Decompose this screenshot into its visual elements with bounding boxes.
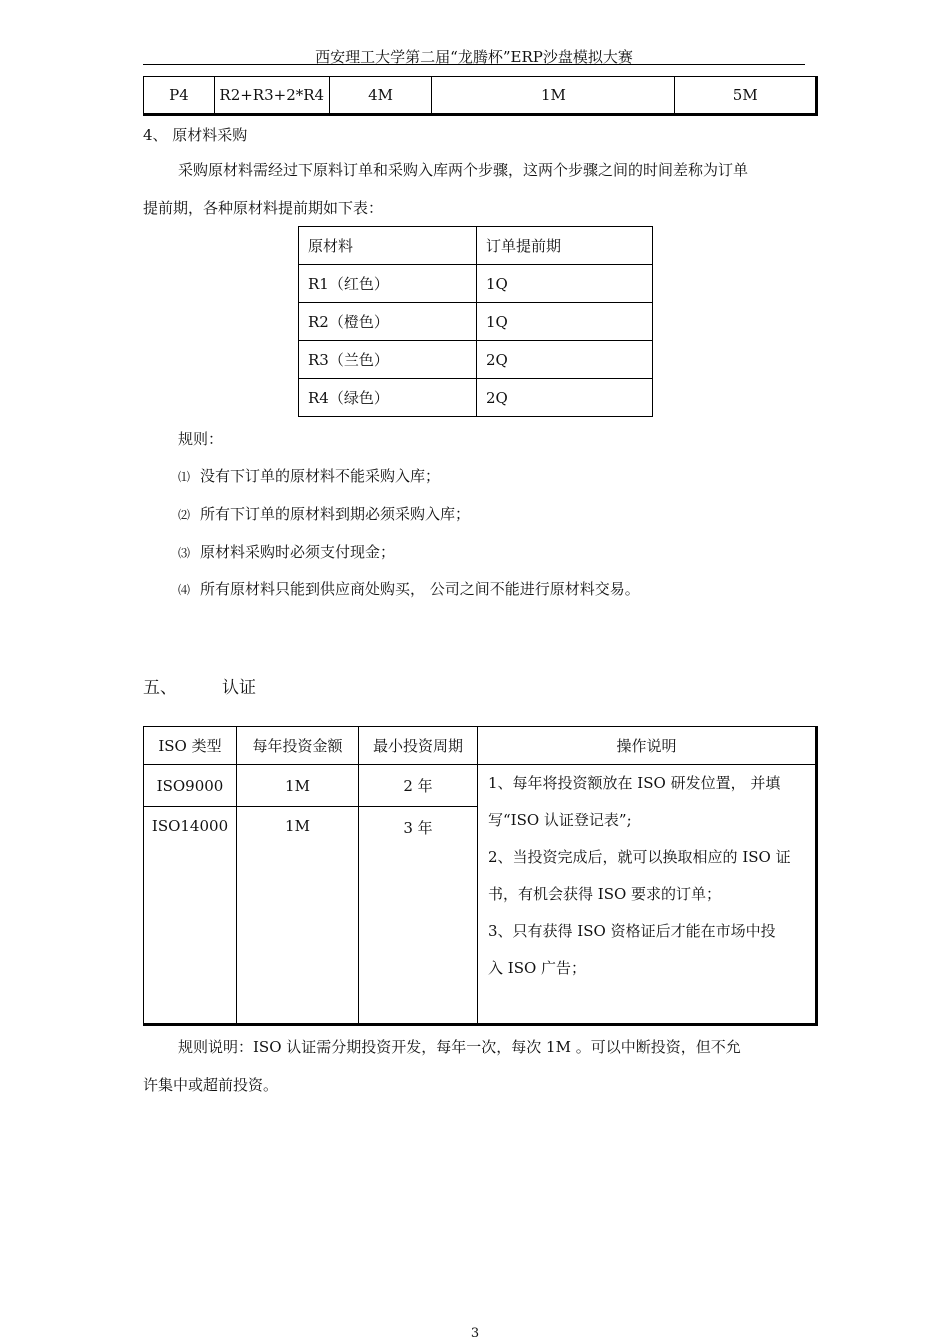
- rule-note-line: 规则说明：ISO 认证需分期投资开发，每年一次，每次 1M 。可以中断投资，但不允: [178, 1038, 741, 1056]
- table-cell: ISO14000: [144, 807, 237, 1025]
- rule-item: [178, 503, 470, 524]
- table-cell: 4M: [329, 77, 432, 115]
- column-header: 订单提前期: [477, 227, 653, 265]
- operation-line: 1、每年将投资额放在 ISO 研发位置， 并填: [488, 774, 781, 792]
- rule-item: [178, 541, 395, 562]
- table-cell: 3 年: [359, 807, 478, 1025]
- table-cell: R1（红色）: [299, 265, 477, 303]
- rule-number: ⑴: [178, 470, 191, 484]
- operation-line: 写“ISO 认证登记表”;: [488, 811, 632, 829]
- table-cell: R2+R3+2*R4: [214, 77, 329, 115]
- rule-number: ⑶: [178, 546, 191, 560]
- operation-line: 3、只有获得 ISO 资格证后才能在市场中投: [488, 922, 776, 940]
- table-cell: 2Q: [477, 341, 653, 379]
- table-cell: ISO9000: [144, 765, 237, 807]
- column-header: 每年投资金额: [237, 727, 359, 765]
- table-row: [299, 303, 653, 341]
- table-row: [299, 265, 653, 303]
- table-cell: 5M: [675, 77, 817, 115]
- table-cell: 1M: [432, 77, 675, 115]
- table-cell: 1Q: [477, 303, 653, 341]
- table-cell: P4: [144, 77, 215, 115]
- operation-line: 书，有机会获得 ISO 要求的订单；: [488, 885, 722, 903]
- table-row: [299, 341, 653, 379]
- operation-description-cell: [478, 765, 817, 1025]
- header-divider: [143, 64, 805, 65]
- operation-line: 2、当投资完成后，就可以换取相应的 ISO 证: [488, 848, 791, 866]
- table-row: [299, 379, 653, 417]
- product-composition-table: [143, 76, 818, 116]
- table-cell: R2（橙色）: [299, 303, 477, 341]
- rule-text: 所有原材料只能到供应商处购买， 公司之间不能进行原材料交易。: [200, 580, 640, 598]
- table-row: [144, 765, 817, 807]
- paragraph-line: 提前期，各种原材料提前期如下表：: [143, 199, 384, 217]
- rules-title: 规则：: [178, 430, 224, 448]
- rule-item: [178, 465, 440, 486]
- column-header: 最小投资周期: [359, 727, 478, 765]
- paragraph-line: 采购原材料需经过下原料订单和采购入库两个步骤，这两个步骤之间的时间差称为订单: [178, 161, 749, 179]
- column-header: 操作说明: [478, 727, 817, 765]
- rule-note-line: 许集中或超前投资。: [143, 1076, 279, 1094]
- rule-text: 原材料采购时必须支付现金；: [200, 543, 396, 561]
- table-cell: 1M: [237, 807, 359, 1025]
- table-cell: 2Q: [477, 379, 653, 417]
- section-heading: 4、 原材料采购: [143, 126, 248, 144]
- table-cell: 2 年: [359, 765, 478, 807]
- rule-text: 所有下订单的原材料到期必须采购入库；: [200, 505, 471, 523]
- operation-line: 入 ISO 广告；: [488, 959, 587, 977]
- section-title: 认证: [222, 678, 256, 698]
- page-number: 3: [470, 1326, 480, 1341]
- rule-item: [178, 578, 640, 599]
- table-cell: 1Q: [477, 265, 653, 303]
- table-cell: R4（绿色）: [299, 379, 477, 417]
- table-header-row: [299, 227, 653, 265]
- column-header: ISO 类型: [144, 727, 237, 765]
- material-leadtime-table: [298, 226, 653, 417]
- page-header-title: 西安理工大学第二届“龙腾杯”ERP沙盘模拟大赛: [315, 48, 633, 66]
- iso-certification-table: [143, 726, 818, 1026]
- rule-number: ⑵: [178, 508, 191, 522]
- section-number: 五、: [143, 678, 177, 698]
- rule-text: 没有下订单的原材料不能采购入库；: [200, 467, 441, 485]
- table-row: [144, 77, 817, 115]
- table-cell: R3（兰色）: [299, 341, 477, 379]
- table-header-row: [144, 727, 817, 765]
- column-header: 原材料: [299, 227, 477, 265]
- rule-number: ⑷: [178, 583, 191, 597]
- table-cell: 1M: [237, 765, 359, 807]
